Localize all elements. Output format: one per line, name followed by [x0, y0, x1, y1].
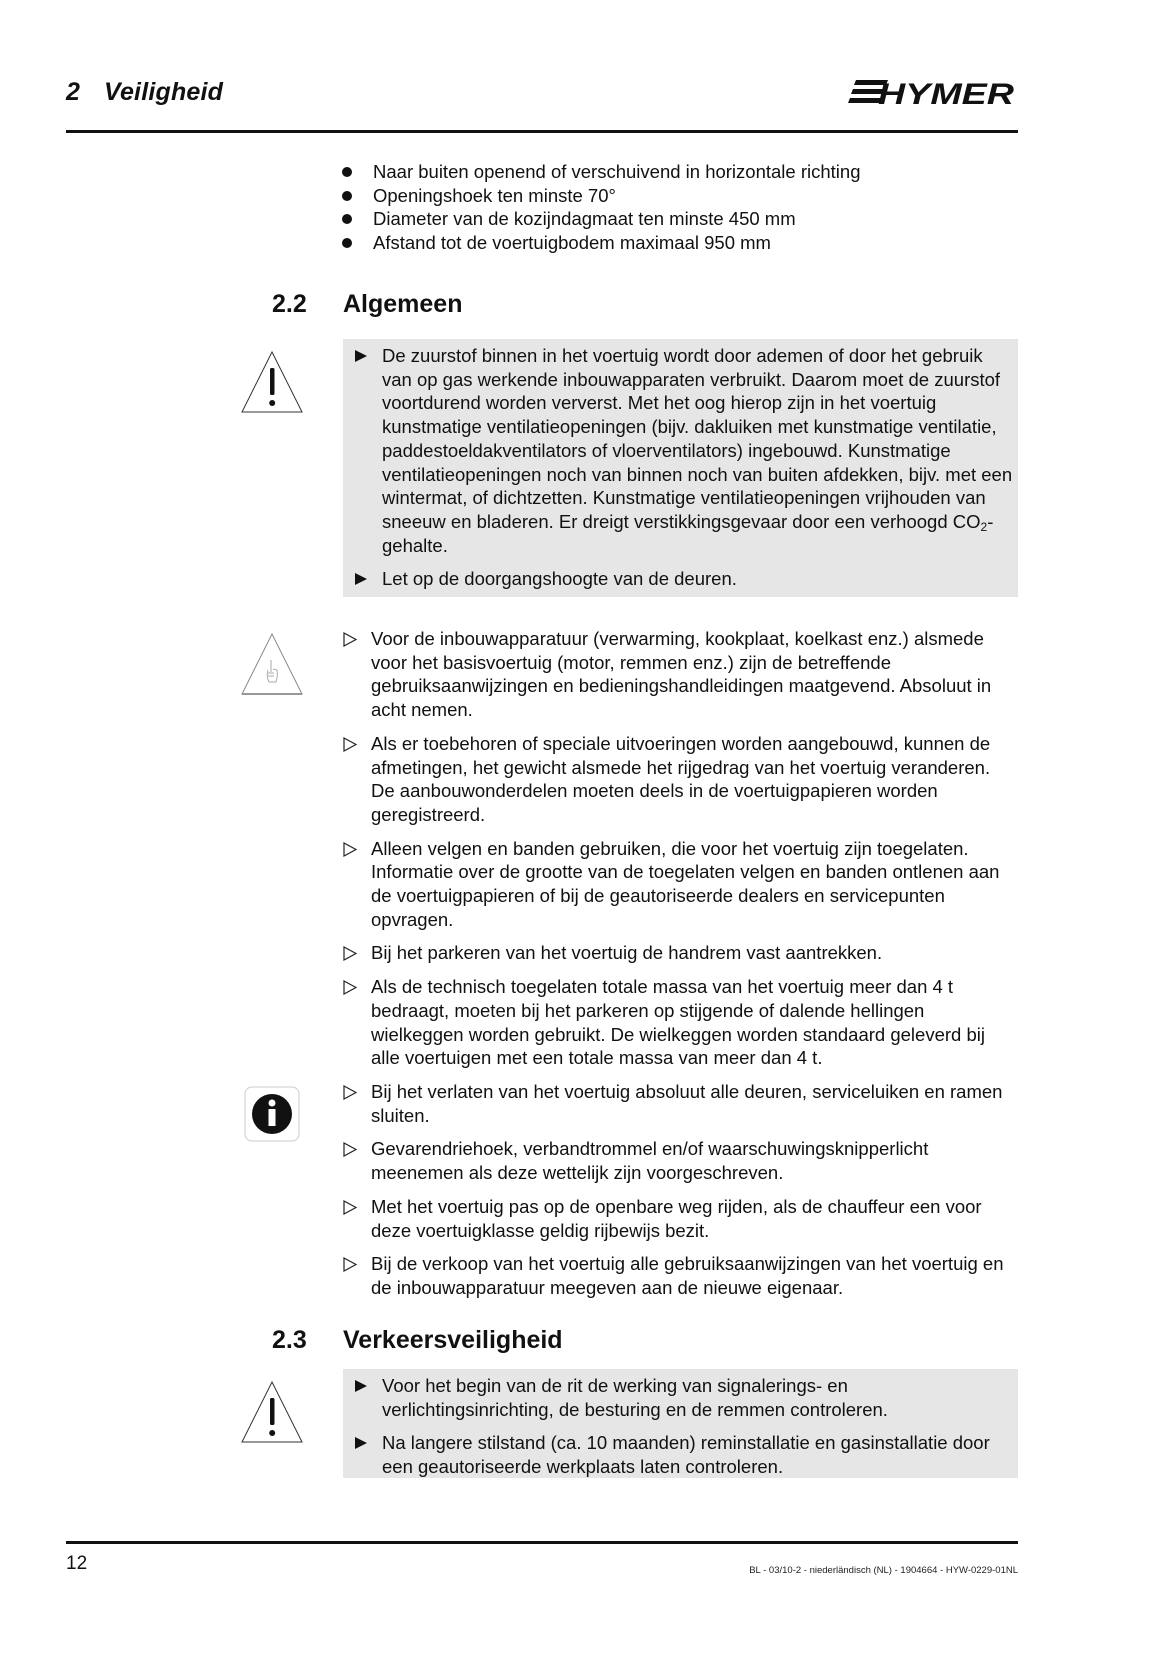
arrow-right-outline-icon	[343, 632, 357, 647]
list-item: Let op de doorgangshoogte van de deuren.	[343, 567, 1013, 591]
arrow-right-outline-icon	[343, 946, 357, 961]
document-code: BL - 03/10-2 - niederländisch (NL) - 1904664 - HYW-0229-01NL	[749, 1565, 1018, 1576]
chapter-number: 2	[66, 78, 81, 106]
logo-text: HYMER	[878, 78, 1015, 108]
section-heading-2-2	[272, 290, 462, 319]
arrow-right-outline-icon	[343, 1257, 357, 1272]
list-item: Bij het verlaten van het voertuig absoluut alle deuren, serviceluiken en ramen sluiten.	[343, 1080, 1013, 1127]
list-item: Alleen velgen en banden gebruiken, die voor het voertuig zijn toegelaten. Informatie over de grootte van de toegelaten velgen en banden ontlenen aan de voertuigpapieren of bij de geautoriseerde dealers en servicepunten opvragen.	[343, 837, 1013, 932]
bullet-dot-icon	[342, 238, 352, 248]
arrow-right-outline-icon	[343, 1200, 357, 1215]
page-number: 12	[66, 1553, 88, 1574]
list-item: De zuurstof binnen in het voertuig wordt door ademen of door het gebruik van op gas werkende inbouwapparaten verbruikt. Daarom moet de zuurstof voortdurend worden ververst. Met het oog hierop zijn in het voertuig kunstmatige ventilatieopeningen (bijv. dakluiken met kunstmatige ventilatie, paddestoeldakventilators of vloerventilators) ingebouwd. Kunstmatige ventilatieopeningen noch van binnen noch van buiten afdekken, bijv. met een wintermat, of dichtzetten. Kunstmatige ventilatieopeningen vrijhouden van sneeuw en bladeren. Er dreigt verstikkingsgevaar door een verhoogd $CO_2$-gehalte.	[343, 344, 1013, 557]
bullet-dot-icon	[342, 167, 352, 177]
list-item: Openingshoek ten minste 70°	[340, 184, 1020, 208]
arrow-right-solid-icon	[355, 1437, 367, 1449]
bullet-dot-icon	[342, 191, 352, 201]
arrow-right-outline-icon	[343, 1085, 357, 1100]
warning-exclamation-icon	[240, 350, 304, 414]
arrow-right-outline-icon	[343, 842, 357, 857]
info-list	[343, 1080, 1013, 1310]
arrow-right-solid-icon	[355, 1380, 367, 1392]
arrow-right-outline-icon	[343, 1142, 357, 1157]
list-item: Afstand tot de voertuigbodem maximaal 950 mm	[340, 231, 1020, 255]
arrow-right-solid-icon	[355, 350, 367, 362]
info-icon	[244, 1086, 300, 1142]
intro-bullet-list	[340, 160, 1020, 255]
section-title: Verkeersveiligheid	[343, 1326, 563, 1354]
hymer-logo	[848, 78, 1016, 108]
section-title: Algemeen	[343, 290, 463, 318]
list-item: Gevarendriehoek, verbandtrommel en/of waarschuwingsknipperlicht meenemen als deze wettelijk zijn voorgeschreven.	[343, 1137, 1013, 1184]
warning-list	[343, 1369, 1021, 1489]
warning-list	[343, 339, 1021, 601]
section-number: 2.3	[272, 1326, 307, 1354]
list-item: Als er toebehoren of speciale uitvoeringen worden aangebouwd, kunnen de afmetingen, het gewicht alsmede het rijgedrag van het voertuig veranderen. De aanbouwonderdelen moeten deels in de voertuigpapieren worden geregistreerd.	[343, 732, 1013, 827]
list-item: Als de technisch toegelaten totale massa van het voertuig meer dan 4 t bedraagt, moeten bij het parkeren op stijgende of dalende hellingen wielkeggen worden gebruikt. De wielkeggen worden standaard geleverd bij alle voertuigen met een totale massa van meer dan 4 t.	[343, 975, 1013, 1070]
list-item: Naar buiten openend of verschuivend in horizontale richting	[340, 160, 1020, 184]
section-heading-2-3	[272, 1326, 563, 1355]
list-item: Na langere stilstand (ca. 10 maanden) reminstallatie en gasinstallatie door een geautoriseerde werkplaats laten controleren.	[343, 1431, 1013, 1478]
section-number: 2.2	[272, 290, 307, 318]
warning-exclamation-icon	[240, 1380, 304, 1444]
list-item: Voor het begin van de rit de werking van signalerings- en verlichtingsinrichting, de besturing en de remmen controleren.	[343, 1374, 1013, 1421]
arrow-right-outline-icon	[343, 737, 357, 752]
chapter-title-text: Veiligheid	[104, 78, 224, 106]
list-item: Diameter van de kozijndagmaat ten minste 450 mm	[340, 207, 1020, 231]
bullet-dot-icon	[342, 214, 352, 224]
chapter-title	[66, 78, 223, 107]
list-item: Bij de verkoop van het voertuig alle gebruiksaanwijzingen van het voertuig en de inbouwapparatuur meegeven aan de nieuwe eigenaar.	[343, 1252, 1013, 1299]
list-item: Voor de inbouwapparatuur (verwarming, kookplaat, koelkast enz.) alsmede voor het basisvoertuig (motor, remmen enz.) zijn de betreffende gebruiksaanwijzingen en bedieningshandleidingen maatgevend. Absoluut in acht nemen.	[343, 627, 1013, 722]
list-item: Bij het parkeren van het voertuig de handrem vast aantrekken.	[343, 941, 1013, 965]
arrow-right-outline-icon	[343, 980, 357, 995]
caution-list	[343, 627, 1013, 1080]
arrow-right-solid-icon	[355, 573, 367, 585]
header-divider	[66, 130, 1018, 133]
list-item: Met het voertuig pas op de openbare weg rijden, als de chauffeur een voor deze voertuigklasse geldig rijbewijs bezit.	[343, 1195, 1013, 1242]
footer-divider	[66, 1541, 1018, 1544]
caution-pointing-hand-icon	[240, 632, 304, 696]
